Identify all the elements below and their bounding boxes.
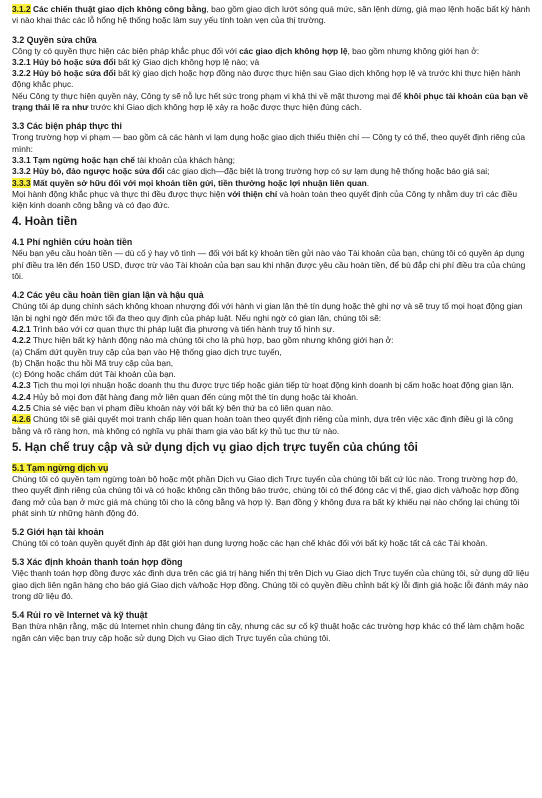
clause-4-2-6: 4.2.6 Chúng tôi sẽ giải quyết mọi tranh chấp liên quan hoàn toàn theo quyết định riêng của mình, dựa trên việc xác định điều gì là công bằng và rõ ràng hơn, mà không có nghĩa vụ phải tham gia vào bất kỳ thủ tục thư từ nào. [12,414,514,436]
clause-4-2-1: 4.2.1 Trình báo với cơ quan thực thi pháp luật địa phương và tiến hành truy tố hình sự. [12,323,335,334]
clause-4-2-5: 4.2.5 Chia sẻ việc bạn vi phạm điều khoản này với bất kỳ bên thứ ba có liên quan nào. [12,403,334,414]
section-5-4-heading: 5.4 Rủi ro về Internet và kỹ thuật [12,610,148,621]
clause-4-2-2-b: (b) Chặn hoặc thu hồi Mã truy cập của bạn, [12,357,174,368]
section-3-3-heading: 3.3 Các biện pháp thực thi [12,121,122,132]
clause-3-1-2 [12,4,532,27]
section-4-heading: 4. Hoàn tiền [12,216,78,229]
section-3-2-intro: Công ty có quyền thực hiện các biện pháp khắc phục đối với các giao dịch không hợp lệ, bao gồm nhưng không giới hạn ở: [12,45,480,56]
section-3-3-intro: Trong trường hợp vi phạm — bao gồm cả các hành vi lạm dụng hoặc giao dịch thiếu thiện chí — Công ty có thể, theo quyết định riêng của mình: [12,132,526,154]
clause-4-2-2: 4.2.2 Thực hiện bất kỳ hành động nào mà chúng tôi cho là phù hợp, bao gồm nhưng không giới hạn ở: [12,335,394,346]
section-5-heading: 5. Hạn chế truy cập và sử dụng dịch vụ giao dịch trực tuyến của chúng tôi [12,441,418,454]
section-4-1-heading: 4.1 Phí nghiên cứu hoàn tiền [12,237,133,248]
section-3-3-closing: Mọi hành động khắc phục và thực thi đều được thực hiện với thiện chí và hoàn toàn theo quyết định của Công ty nhằm duy trì các điều kiện kinh doanh công bằng và có đạo đức. [12,188,518,211]
section-4-2-heading: 4.2 Các yêu cầu hoàn tiền gian lận và hậu quả [12,290,204,301]
clause-4-2-3: 4.2.3 Tịch thu mọi lợi nhuận hoặc doanh thu thu được trực tiếp hoặc gián tiếp từ hoạt động kinh doanh bị cấm hoặc hoạt động gian lận. [12,380,514,391]
section-4-2-text: Chúng tôi áp dụng chính sách không khoan nhượng đối với hành vi gian lận thẻ tín dụng hoặc thẻ ghi nợ và sẽ truy tố mọi hoạt động gian lận bị nghi ngờ đến mức tối đa theo quy định của pháp luật. Nếu nghi ngờ có gian lận, chúng tôi sẽ: [12,301,523,323]
section-3-2-note: Nếu Công ty thực hiện quyền này, Công ty sẽ nỗ lực hết sức trong phạm vi khả thi về mặt thương mại để khôi phục tài khoản của bạn về trạng thái lẽ ra như trước khi Giao dịch không hợp lệ xảy ra hoặc được thực hiện đúng cách. [12,90,529,113]
clause-3-2-1: 3.2.1 Hủy bỏ hoặc sửa đổi bất kỳ Giao dịch không hợp lệ nào; và [12,56,260,67]
clause-3-3-1: 3.3.1 Tạm ngừng hoặc hạn chế tài khoản của khách hàng; [12,154,236,165]
section-5-1-text: Chúng tôi có quyền tạm ngừng toàn bộ hoặc một phần Dịch vụ Giao dịch Trực tuyến của chúng tôi bất cứ lúc nào. Trong trường hợp đó, theo quyết định riêng của chúng tôi và có hoặc không cần thông báo trước, chúng tôi có thể đóng các vị thế, giao dịch và/hoặc hợp đồng đang mở của bạn ở mức giá mà chúng tôi cho là công bằng và hợp lý. Bạn đồng ý không đưa ra bất kỳ khiếu nại nào chống lại chúng tôi phát sinh từ những hành động đó. [12,473,520,518]
clause-3-3-3: 3.3.3 Mất quyền sở hữu đối với mọi khoản tiền gửi, tiền thưởng hoặc lợi nhuận liên quan. [12,177,370,188]
section-5-3-text: Việc thanh toán hợp đồng được xác định dựa trên các giá trị hàng hiển thị trên Dịch vụ Giao dịch Trực tuyến của chúng tôi, sử dụng dữ liệu giao dịch liên ngân hàng cho báo giá Giao dịch và/hoặc Hợp đồng. Chúng tôi có quyền điều chỉnh bất kỳ lỗi định giá hoặc lỗi đánh máy nào trong dữ liệu đó. [12,568,530,601]
section-3-2-heading: 3.2 Quyền sửa chữa [12,34,97,45]
clause-text: , bao gồm giao dịch lướt sóng quá mức, săn lệnh dừng, giả mạo lệnh hoặc bất kỳ hành vi nào khai thác các lỗ hổng hệ thống hoặc làm suy yếu tính toàn vẹn của thị trường. [12,4,531,26]
section-4-1-text: Nếu bạn yêu cầu hoàn tiền — dù cố ý hay vô tình — đối với bất kỳ khoản tiền gửi nào vào Tài khoản của bạn, chúng tôi có quyền áp dụng phí điều tra lên đến 150 USD, được trừ vào Tài khoản của bạn sau khi nhận được yêu cầu hoàn tiền, để bù đắp chi phí điều tra của chúng tôi. [12,248,526,282]
clause-4-2-2-c: (c) Đóng hoặc chấm dứt Tài khoản của bạn. [12,369,176,380]
section-5-2-text: Chúng tôi có toàn quyền quyết định áp đặt giới hạn dung lượng hoặc các hạn chế khác đối với bất kỳ hoặc tất cả các Tài khoản. [12,538,488,549]
section-5-1-heading: 5.1 Tạm ngừng dịch vụ [12,462,109,473]
section-5-3-heading: 5.3 Xác định khoản thanh toán hợp đồng [12,557,183,568]
clause-4-2-4: 4.2.4 Hủy bỏ mọi đơn đặt hàng đang mở liên quan đến cùng một thẻ tín dụng hoặc tài khoản. [12,391,359,402]
section-5-2-heading: 5.2 Giới hạn tài khoản [12,527,104,538]
clause-4-2-2-a: (a) Chấm dứt quyền truy cập của bạn vào Hệ thống giao dịch trực tuyến, [12,346,282,357]
clause-number: 3.1.2 [12,4,31,14]
clause-3-2-2: 3.2.2 Hủy bỏ hoặc sửa đổi bất kỳ giao dịch hoặc hợp đồng nào được thực hiện sau Giao dịch không hợp lệ và trước khi thực hiện hành động khắc phục. [12,68,521,90]
section-5-4-text: Bạn thừa nhận rằng, mặc dù Internet nhìn chung đáng tin cậy, nhưng các sự cố kỹ thuật hoặc các trường hợp khác có thể làm chậm hoặc ngăn cản việc bạn truy cập hoặc sử dụng Dịch vụ Giao dịch Trực tuyến của chúng tôi. [12,621,525,643]
clause-title: Các chiến thuật giao dịch không công bằng [32,4,207,14]
clause-3-3-2: 3.3.2 Hủy bỏ, đảo ngược hoặc sửa đổi các giao dịch—đặc biệt là trong trường hợp có sự lạm dụng hệ thống hoặc báo giá sai; [12,166,490,177]
